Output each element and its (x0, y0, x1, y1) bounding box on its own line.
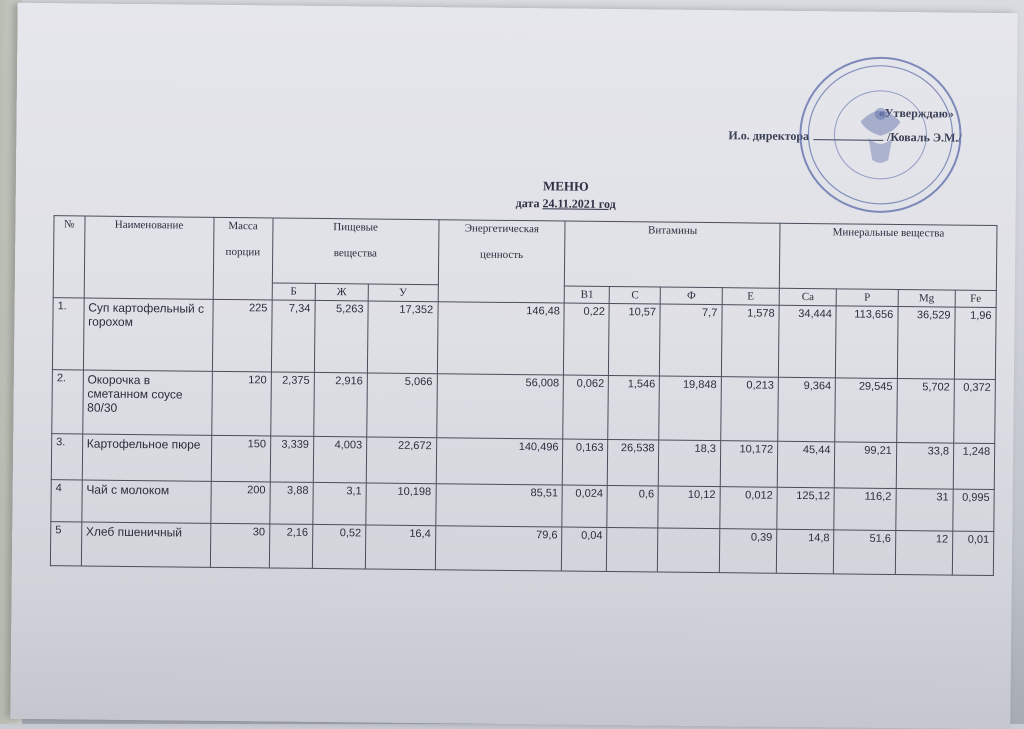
row-fe: 1,96 (954, 307, 996, 379)
header-mass-line2: порции (225, 245, 261, 259)
header-minerals: Минеральные вещества (779, 223, 997, 290)
header-fe: Fe (955, 290, 996, 307)
header-zh: Ж (315, 283, 368, 301)
row-u: 10,198 (366, 483, 436, 526)
header-f: Ф (661, 287, 723, 305)
header-p: P (836, 289, 898, 307)
row-e: 10,172 (720, 441, 778, 488)
date-value: 24.11.2021 год (542, 196, 616, 212)
row-mass: 150 (211, 435, 271, 482)
header-energy-line2: ценность (480, 248, 524, 262)
row-mg: 31 (896, 489, 954, 532)
approval-heading: «Утверждаю» (878, 105, 954, 121)
row-f: 19,848 (659, 376, 721, 441)
row-zh: 3,1 (313, 482, 367, 525)
row-ca: 125,12 (777, 487, 835, 530)
row-p: 99,21 (835, 442, 897, 489)
row-name: Хлеб пшеничный (81, 522, 210, 567)
row-zh: 2,916 (314, 372, 368, 437)
row-ca: 45,44 (777, 441, 835, 488)
row-ca: 14,8 (776, 529, 834, 574)
header-name: Наименование (84, 216, 214, 299)
row-mass: 120 (211, 371, 271, 436)
row-b: 2,375 (271, 372, 315, 436)
header-vitamins: Витамины (565, 221, 780, 288)
row-b1: 0,024 (562, 485, 607, 527)
row-no: 3. (51, 434, 82, 480)
row-energy: 85,51 (435, 484, 562, 527)
row-c: 1,546 (608, 375, 660, 440)
row-mg: 33,8 (896, 443, 954, 490)
row-name: Чай с молоком (82, 480, 211, 523)
row-b: 3,88 (270, 482, 313, 524)
row-name: Картофельное пюре (82, 434, 211, 481)
header-e: E (722, 288, 779, 306)
row-mg: 36,529 (897, 307, 955, 380)
document-date (446, 195, 686, 213)
row-fe: 1,248 (953, 443, 995, 489)
row-mass: 225 (212, 299, 272, 372)
row-p: 29,545 (835, 378, 897, 443)
director-title: И.о. директора (728, 128, 810, 144)
header-energy (438, 220, 566, 303)
row-p: 51,6 (834, 530, 896, 575)
header-food (272, 218, 438, 285)
table-row (52, 370, 996, 444)
row-name: Окорочка в сметанном соусе 80/30 (82, 370, 212, 435)
director-name: /Коваль Э.М./ (887, 129, 962, 145)
row-f (658, 528, 720, 573)
row-ca: 9,364 (778, 377, 836, 442)
header-no: № (53, 216, 85, 298)
row-no: 1. (52, 298, 83, 370)
row-fe: 0,372 (954, 379, 996, 443)
row-b: 2,16 (269, 524, 312, 568)
table-row (52, 298, 996, 380)
row-e: 0,213 (721, 377, 779, 442)
row-fe: 0,01 (952, 531, 993, 575)
row-b1: 0,163 (563, 439, 608, 485)
row-no: 5 (50, 522, 81, 566)
row-mass: 200 (210, 481, 270, 524)
header-energy-line1: Энергетическая (464, 222, 540, 236)
header-row-main (53, 216, 997, 291)
row-b: 7,34 (271, 300, 315, 372)
header-b: Б (272, 283, 315, 300)
menu-table (50, 215, 998, 576)
row-ca: 34,444 (778, 305, 836, 378)
row-energy: 79,6 (435, 526, 562, 571)
row-c: 26,538 (608, 439, 660, 486)
row-e: 0,012 (720, 487, 778, 530)
row-zh: 4,003 (313, 436, 367, 483)
row-mg: 5,702 (896, 379, 954, 444)
header-c: C (609, 286, 660, 304)
row-c (607, 527, 659, 572)
row-b1: 0,04 (562, 527, 607, 571)
row-p: 116,2 (834, 488, 896, 531)
row-f: 10,12 (658, 486, 720, 529)
row-mg: 12 (895, 531, 953, 576)
row-b1: 0,22 (564, 303, 610, 375)
table-row (50, 522, 993, 576)
row-zh: 5,263 (314, 300, 368, 373)
header-b1: B1 (565, 286, 610, 303)
row-c: 0,6 (607, 485, 659, 528)
document-page (10, 3, 1017, 729)
header-food-line2: вещества (333, 247, 378, 260)
row-mass: 30 (210, 523, 270, 568)
row-b1: 0,062 (563, 375, 609, 439)
row-energy: 56,008 (436, 374, 563, 439)
row-u: 5,066 (367, 373, 437, 438)
row-c: 10,57 (609, 303, 661, 376)
header-mg: Mg (898, 290, 955, 308)
row-zh: 0,52 (312, 524, 366, 569)
row-name: Суп картофельный с горохом (83, 298, 213, 371)
header-u: У (368, 284, 438, 302)
header-food-line1: Пищевые (333, 221, 379, 234)
row-u: 17,352 (367, 301, 437, 374)
row-b: 3,339 (270, 436, 313, 482)
row-f: 7,7 (660, 304, 722, 377)
official-seal-stamp (794, 51, 968, 219)
header-mass (213, 217, 273, 300)
row-no: 2. (52, 370, 83, 434)
header-mass-line1: Масса (228, 220, 258, 233)
row-e: 1,578 (721, 305, 779, 378)
row-e: 0,39 (719, 529, 777, 574)
row-f: 18,3 (659, 440, 721, 487)
row-energy: 146,48 (437, 302, 565, 375)
row-fe: 0,995 (953, 489, 994, 531)
header-ca: Ca (779, 288, 836, 306)
document-title: МЕНЮ (542, 178, 589, 194)
row-u: 16,4 (365, 525, 435, 570)
date-prefix: дата (515, 196, 540, 211)
row-no: 4 (51, 480, 82, 522)
row-energy: 140,496 (436, 438, 563, 485)
row-u: 22,672 (366, 437, 436, 484)
row-p: 113,656 (836, 306, 898, 379)
